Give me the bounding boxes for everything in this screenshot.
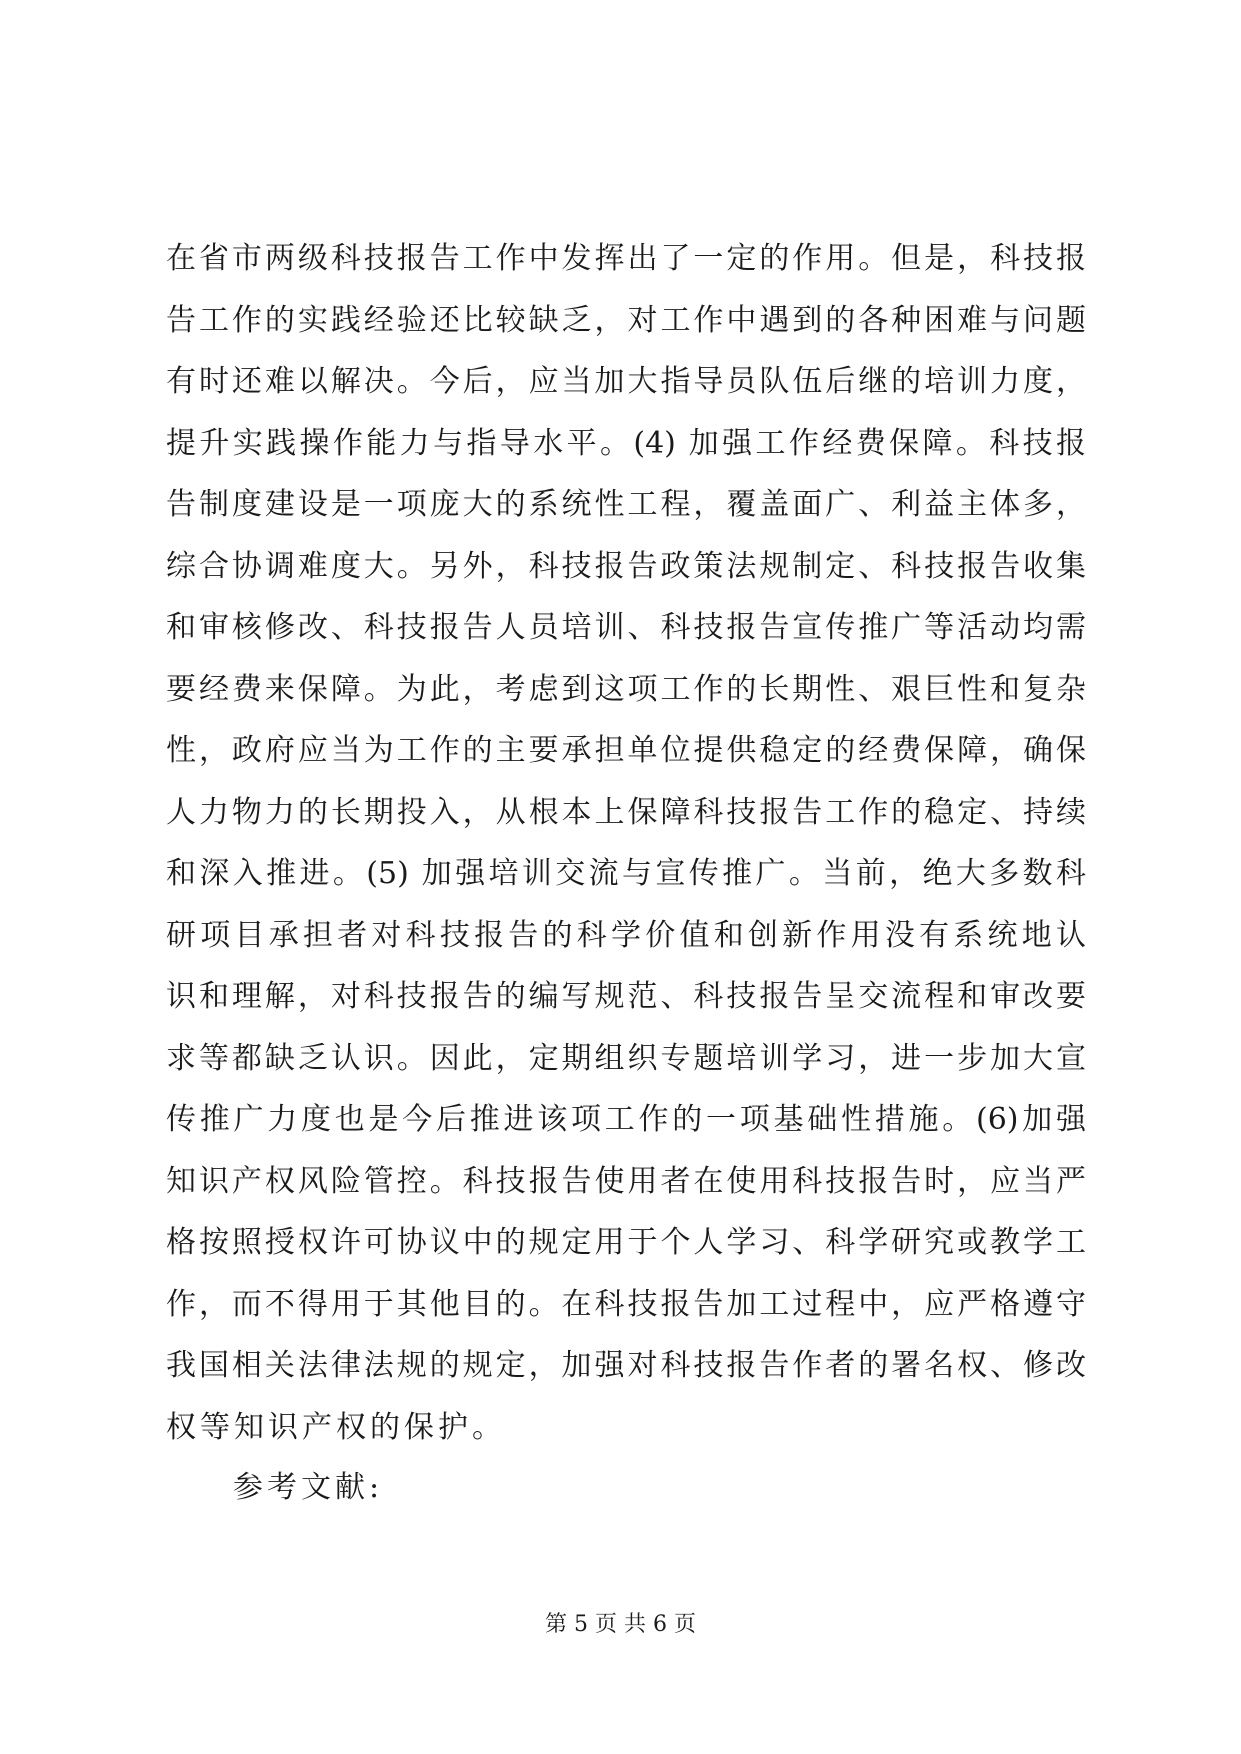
text-line: 和审核修改、科技报告人员培训、科技报告宣传推广等活动均需 — [166, 610, 1086, 645]
body-paragraph — [166, 228, 1086, 1458]
text-line: 求等都缺乏认识。因此，定期组织专题培训学习，进一步加大宣 — [166, 1040, 1086, 1076]
text-line: 性，政府应当为工作的主要承担单位提供稳定的经费保障，确保 — [166, 733, 1086, 768]
text-line: 要经费来保障。为此，考虑到这项工作的长期性、艰巨性和复杂 — [166, 671, 1086, 707]
text-line: 提升实践操作能力与指导水平。(4) 加强工作经费保障。科技报 — [166, 425, 1086, 461]
references-heading: 参考文献: — [233, 1470, 384, 1505]
text-line: 和深入推进。(5) 加强培训交流与宣传推广。当前，绝大多数科 — [166, 856, 1086, 891]
text-line: 权等知识产权的保护。 — [166, 1409, 506, 1445]
text-line: 研项目承担者对科技报告的科学价值和创新作用没有系统地认 — [166, 917, 1086, 953]
text-line: 有时还难以解决。今后，应当加大指导员队伍后继的培训力度， — [166, 364, 1086, 399]
text-line: 我国相关法律法规的规定，加强对科技报告作者的署名权、修改 — [166, 1348, 1086, 1383]
page-footer: 第 5 页 共 6 页 — [545, 1612, 696, 1637]
text-line: 综合协调难度大。另外，科技报告政策法规制定、科技报告收集 — [166, 548, 1086, 584]
text-line: 在省市两级科技报告工作中发挥出了一定的作用。但是，科技报 — [166, 241, 1086, 276]
text-line: 识和理解，对科技报告的编写规范、科技报告呈交流程和审改要 — [166, 979, 1086, 1014]
text-line: 告工作的实践经验还比较缺乏，对工作中遇到的各种困难与问题 — [166, 302, 1086, 338]
text-line: 知识产权风险管控。科技报告使用者在使用科技报告时，应当严 — [166, 1163, 1086, 1199]
text-line: 作，而不得用于其他目的。在科技报告加工过程中，应严格遵守 — [166, 1286, 1086, 1322]
text-line: 格按照授权许可协议中的规定用于个人学习、科学研究或教学工 — [166, 1225, 1086, 1260]
text-line: 人力物力的长期投入，从根本上保障科技报告工作的稳定、持续 — [166, 794, 1086, 830]
text-line: 传推广力度也是今后推进该项工作的一项基础性措施。(6)加强 — [166, 1102, 1086, 1137]
text-line: 告制度建设是一项庞大的系统性工程，覆盖面广、利益主体多， — [166, 487, 1086, 522]
